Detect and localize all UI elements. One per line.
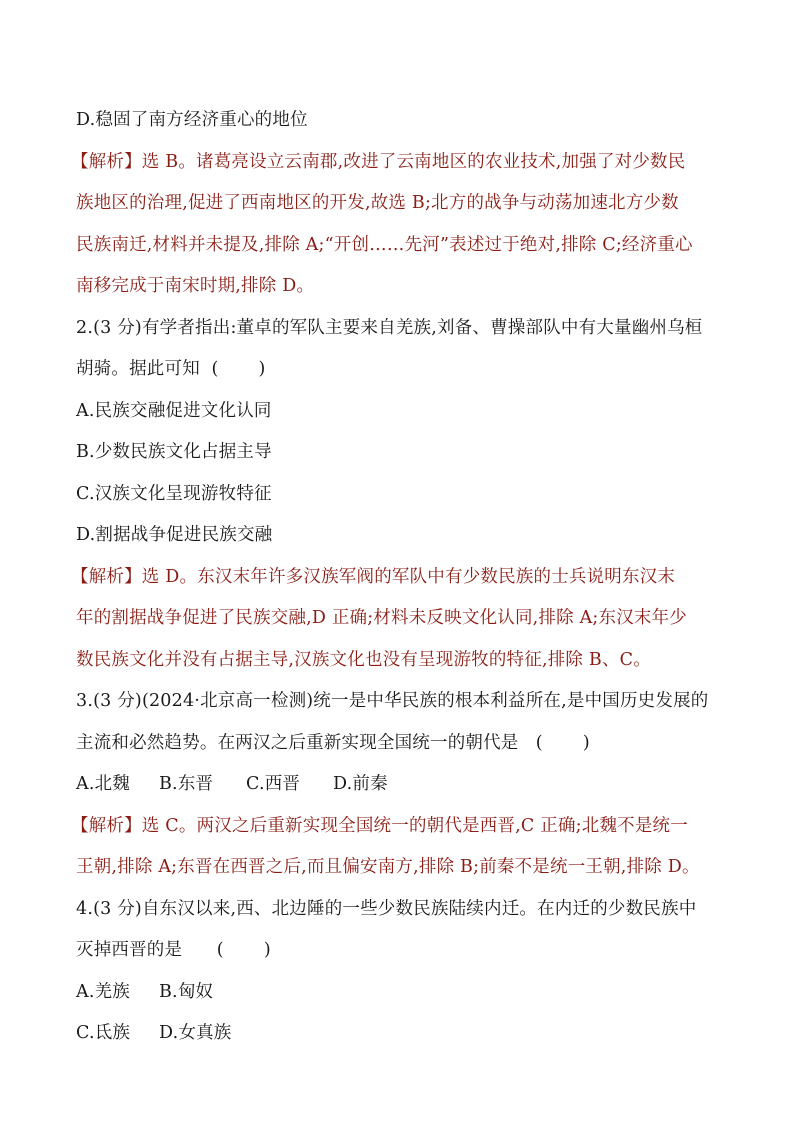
q4-option-c: C.氐族	[76, 1023, 131, 1043]
q4-stem-line-2	[76, 930, 722, 972]
q4-option-d: D.女真族	[159, 1023, 232, 1043]
q4-stem-line-1: 4.(3 分)自东汉以来,西、北边陲的一些少数民族陆续内迁。在内迁的少数民族中	[76, 898, 697, 919]
q3-analysis-line-1: 【解析】选 C。两汉之后重新实现全国统一的朝代是西晋,C 正确;北魏不是统一	[71, 815, 688, 836]
q1-analysis-line-3: 民族南迁,材料并未提及,排除 A;“开创……先河”表述过于绝对,排除 C;经济重心	[76, 234, 693, 255]
q3-option-a: A.北魏	[76, 774, 131, 794]
q2-option-b: B.少数民族文化占据主导	[76, 442, 272, 462]
q1-analysis-line-4: 南移完成于南宋时期,排除 D。	[76, 276, 315, 296]
q1-option-d: D.稳固了南方经济重心的地位	[76, 110, 308, 130]
q4-options-row-2	[76, 1013, 722, 1055]
q2-analysis-line-3: 数民族文化并没有占据主导,汉族文化也没有呈现游牧的特征,排除 B、C。	[76, 649, 651, 670]
q4-answer-bracket-close: )	[263, 940, 271, 960]
q2-answer-bracket-close: )	[258, 359, 266, 379]
q1-analysis-line-1: 【解析】选 B。诸葛亮设立云南郡,改进了云南地区的农业技术,加强了对少数民	[71, 151, 686, 172]
q3-options-row	[76, 764, 722, 806]
q1-analysis-line-2: 族地区的治理,促进了西南地区的开发,故选 B;北方的战争与动荡加速北方少数	[76, 193, 679, 213]
q2-option-a: A.民族交融促进文化认同	[76, 400, 272, 421]
q3-option-c: C.西晋	[246, 774, 301, 794]
q3-option-d: D.前秦	[333, 774, 388, 794]
q4-stem-text: 灭掉西晋的是	[76, 940, 183, 960]
q2-option-d: D.割据战争促进民族交融	[76, 525, 273, 545]
q4-option-a: A.羌族	[76, 981, 131, 1002]
q2-answer-bracket-open: (	[211, 359, 219, 379]
q3-stem-line-1: 3.(3 分)(2024·北京高一检测)统一是中华民族的根本利益所在,是中国历史发展的	[76, 691, 709, 711]
q3-analysis-line-2: 王朝,排除 A;东晋在西晋之后,而且偏安南方,排除 B;前秦不是统一王朝,排除 D。	[76, 857, 700, 877]
q2-analysis-line-1: 【解析】选 D。东汉末年许多汉族军阀的军队中有少数民族的士兵说明东汉末	[71, 566, 676, 587]
q2-option-c: C.汉族文化呈现游牧特征	[76, 483, 272, 504]
q4-options-row-1	[76, 972, 722, 1014]
q3-answer-bracket-open: (	[535, 732, 543, 753]
q4-option-b: B.匈奴	[159, 981, 214, 1002]
q2-stem-text: 胡骑。据此可知	[76, 359, 200, 379]
q3-stem-line-2	[76, 723, 722, 765]
document-page	[71, 100, 722, 1055]
q2-analysis-line-2: 年的割据战争促进了民族交融,D 正确;材料未反映文化认同,排除 A;东汉末年少	[76, 608, 688, 628]
q2-stem-line-1: 2.(3 分)有学者指出:董卓的军队主要来自羌族,刘备、曹操部队中有大量幽州乌桓	[76, 317, 703, 338]
q2-stem-line-2	[76, 349, 722, 391]
q3-option-b: B.东晋	[159, 774, 214, 794]
q3-stem-text: 主流和必然趋势。在两汉之后重新实现全国统一的朝代是	[76, 732, 519, 753]
q3-answer-bracket-close: )	[582, 732, 590, 753]
q4-answer-bracket-open: (	[216, 940, 224, 960]
